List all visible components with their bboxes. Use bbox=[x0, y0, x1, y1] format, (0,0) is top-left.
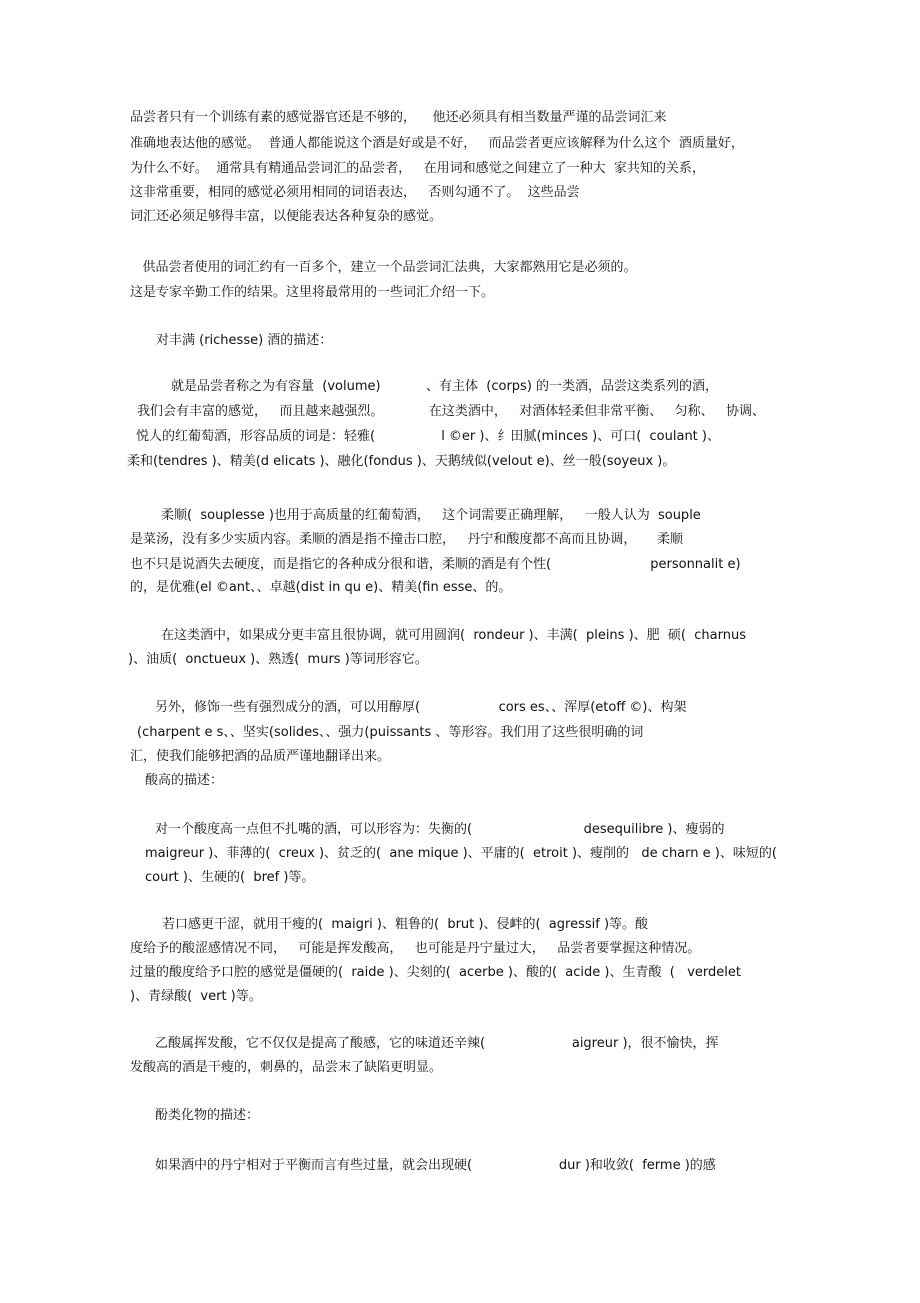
text-line: 若口感更干涩，就用干瘦的( maigri )、粗鲁的( brut )、侵衅的( agressif )等。酸 bbox=[162, 917, 649, 932]
text-line: 在这类酒中，如果成分更丰富且很协调，就可用圆润( rondeur )、丰满( pleins )、肥 硕( charnus bbox=[161, 628, 746, 643]
text-line: 这非常重要，相同的感觉必须用相同的词语表达， 否则勾通不了。 这些品尝 bbox=[130, 185, 580, 200]
text-line: 准确地表达他的感觉。 普通人都能说这个酒是好或是不好， 而品尝者更应该解释为什么这个 酒质量好， bbox=[130, 136, 744, 151]
text-line: 这是专家辛勤工作的结果。这里将最常用的一些词汇介绍一下。 bbox=[130, 285, 495, 300]
text-line: 的，是优雅(el ©ant、、卓越(dist in qu e)、精美(fin esse、的。 bbox=[130, 580, 512, 595]
text-line: 悦人的红葡萄酒，形容品质的词是：轻雅( l ©er )、纟田腻(minces )、可口( coulant )、 bbox=[136, 429, 720, 444]
text-line: 如果酒中的丹宁相对于平衡而言有些过量，就会出现硬( dur )和收敛( ferme )的感 bbox=[155, 1158, 716, 1173]
section-heading: 对丰满 (richesse) 酒的描述： bbox=[156, 333, 333, 348]
text-line: 柔和(tendres )、精美(d elicats )、融化(fondus )、天鹅绒似(velout e)、丝一般(soyeux )。 bbox=[127, 454, 676, 469]
text-line: 我们会有丰富的感觉， 而且越来越强烈。 在这类酒中， 对酒体轻柔但非常平衡、 匀称、 协调、 bbox=[137, 404, 766, 419]
text-line: )、油质( onctueux )、熟透( murs )等词形容它。 bbox=[128, 652, 428, 667]
section-heading: 酚类化物的描述： bbox=[155, 1108, 260, 1123]
section-heading: 酸高的描述： bbox=[145, 773, 224, 788]
text-line: 发酸高的酒是干瘦的，刺鼻的，品尝末了缺陷更明显。 bbox=[130, 1060, 443, 1075]
text-line: 品尝者只有一个训练有素的感觉器官还是不够的， 他还必须具有相当数量严谨的品尝词汇来 bbox=[130, 110, 667, 125]
text-line: 供品尝者使用的词汇约有一百多个，建立一个品尝词汇法典，大家都熟用它是必须的。 bbox=[126, 260, 637, 275]
text-line: court )、生硬的( bref )等。 bbox=[145, 870, 315, 885]
text-line: 过量的酸度给予口腔的感觉是僵硬的( raide )、尖刻的( acerbe )、酸的( acide )、生青酸 ( verdelet bbox=[130, 965, 741, 980]
text-line: (charpent e s、、坚实(solides、、强力(puissants 、等形容。我们用了这些很明确的词 bbox=[137, 725, 644, 740]
text-line: 乙酸属挥发酸，它不仅仅是提高了酸感，它的味道还辛辣( aigreur )，很不愉快，挥 bbox=[155, 1036, 719, 1051]
text-line: 度给予的酸涩感情况不同， 可能是挥发酸高， 也可能是丹宁量过大， 品尝者要掌握这种情况。 bbox=[130, 941, 701, 956]
text-line: 汇，使我们能够把酒的品质严谨地翻译出来。 bbox=[130, 749, 391, 764]
text-line: maigreur )、菲薄的( creux )、贫乏的( ane mique )、平庸的( etroit )、瘦削的 de charn e )、味短的( bbox=[145, 846, 777, 861]
text-line: 柔顺( souplesse )也用于高质量的红葡萄酒， 这个词需要正确理解， 一般人认为 souple bbox=[161, 508, 701, 523]
text-line: 是菜汤，没有多少实质内容。柔顺的酒是指不撞击口腔， 丹宁和酸度都不高而且协调， 柔顺 bbox=[130, 532, 684, 547]
text-line: 词汇还必须足够得丰富，以便能表达各种复杂的感觉。 bbox=[130, 209, 443, 224]
text-line: )、青绿酸( vert )等。 bbox=[130, 989, 262, 1004]
text-line: 也不只是说酒失去硬度，而是指它的各种成分很和谐，柔顺的酒是有个性( personnalit e) bbox=[130, 557, 741, 572]
text-line: 对一个酸度高一点但不扎嘴的酒，可以形容为：失衡的( desequilibre )、瘦弱的 bbox=[155, 822, 725, 837]
text-line: 另外，修饰一些有强烈成分的酒，可以用醇厚( cors es、、浑厚(etoff ©)、构架 bbox=[155, 700, 687, 715]
text-line: 就是品尝者称之为有容量 (volume) 、有主体 (corps) 的一类酒，品尝这类系列的酒， bbox=[171, 379, 719, 394]
text-line: 为什么不好。 通常具有精通品尝词汇的品尝者， 在用词和感觉之间建立了一种大 家共知的关系， bbox=[130, 161, 705, 176]
